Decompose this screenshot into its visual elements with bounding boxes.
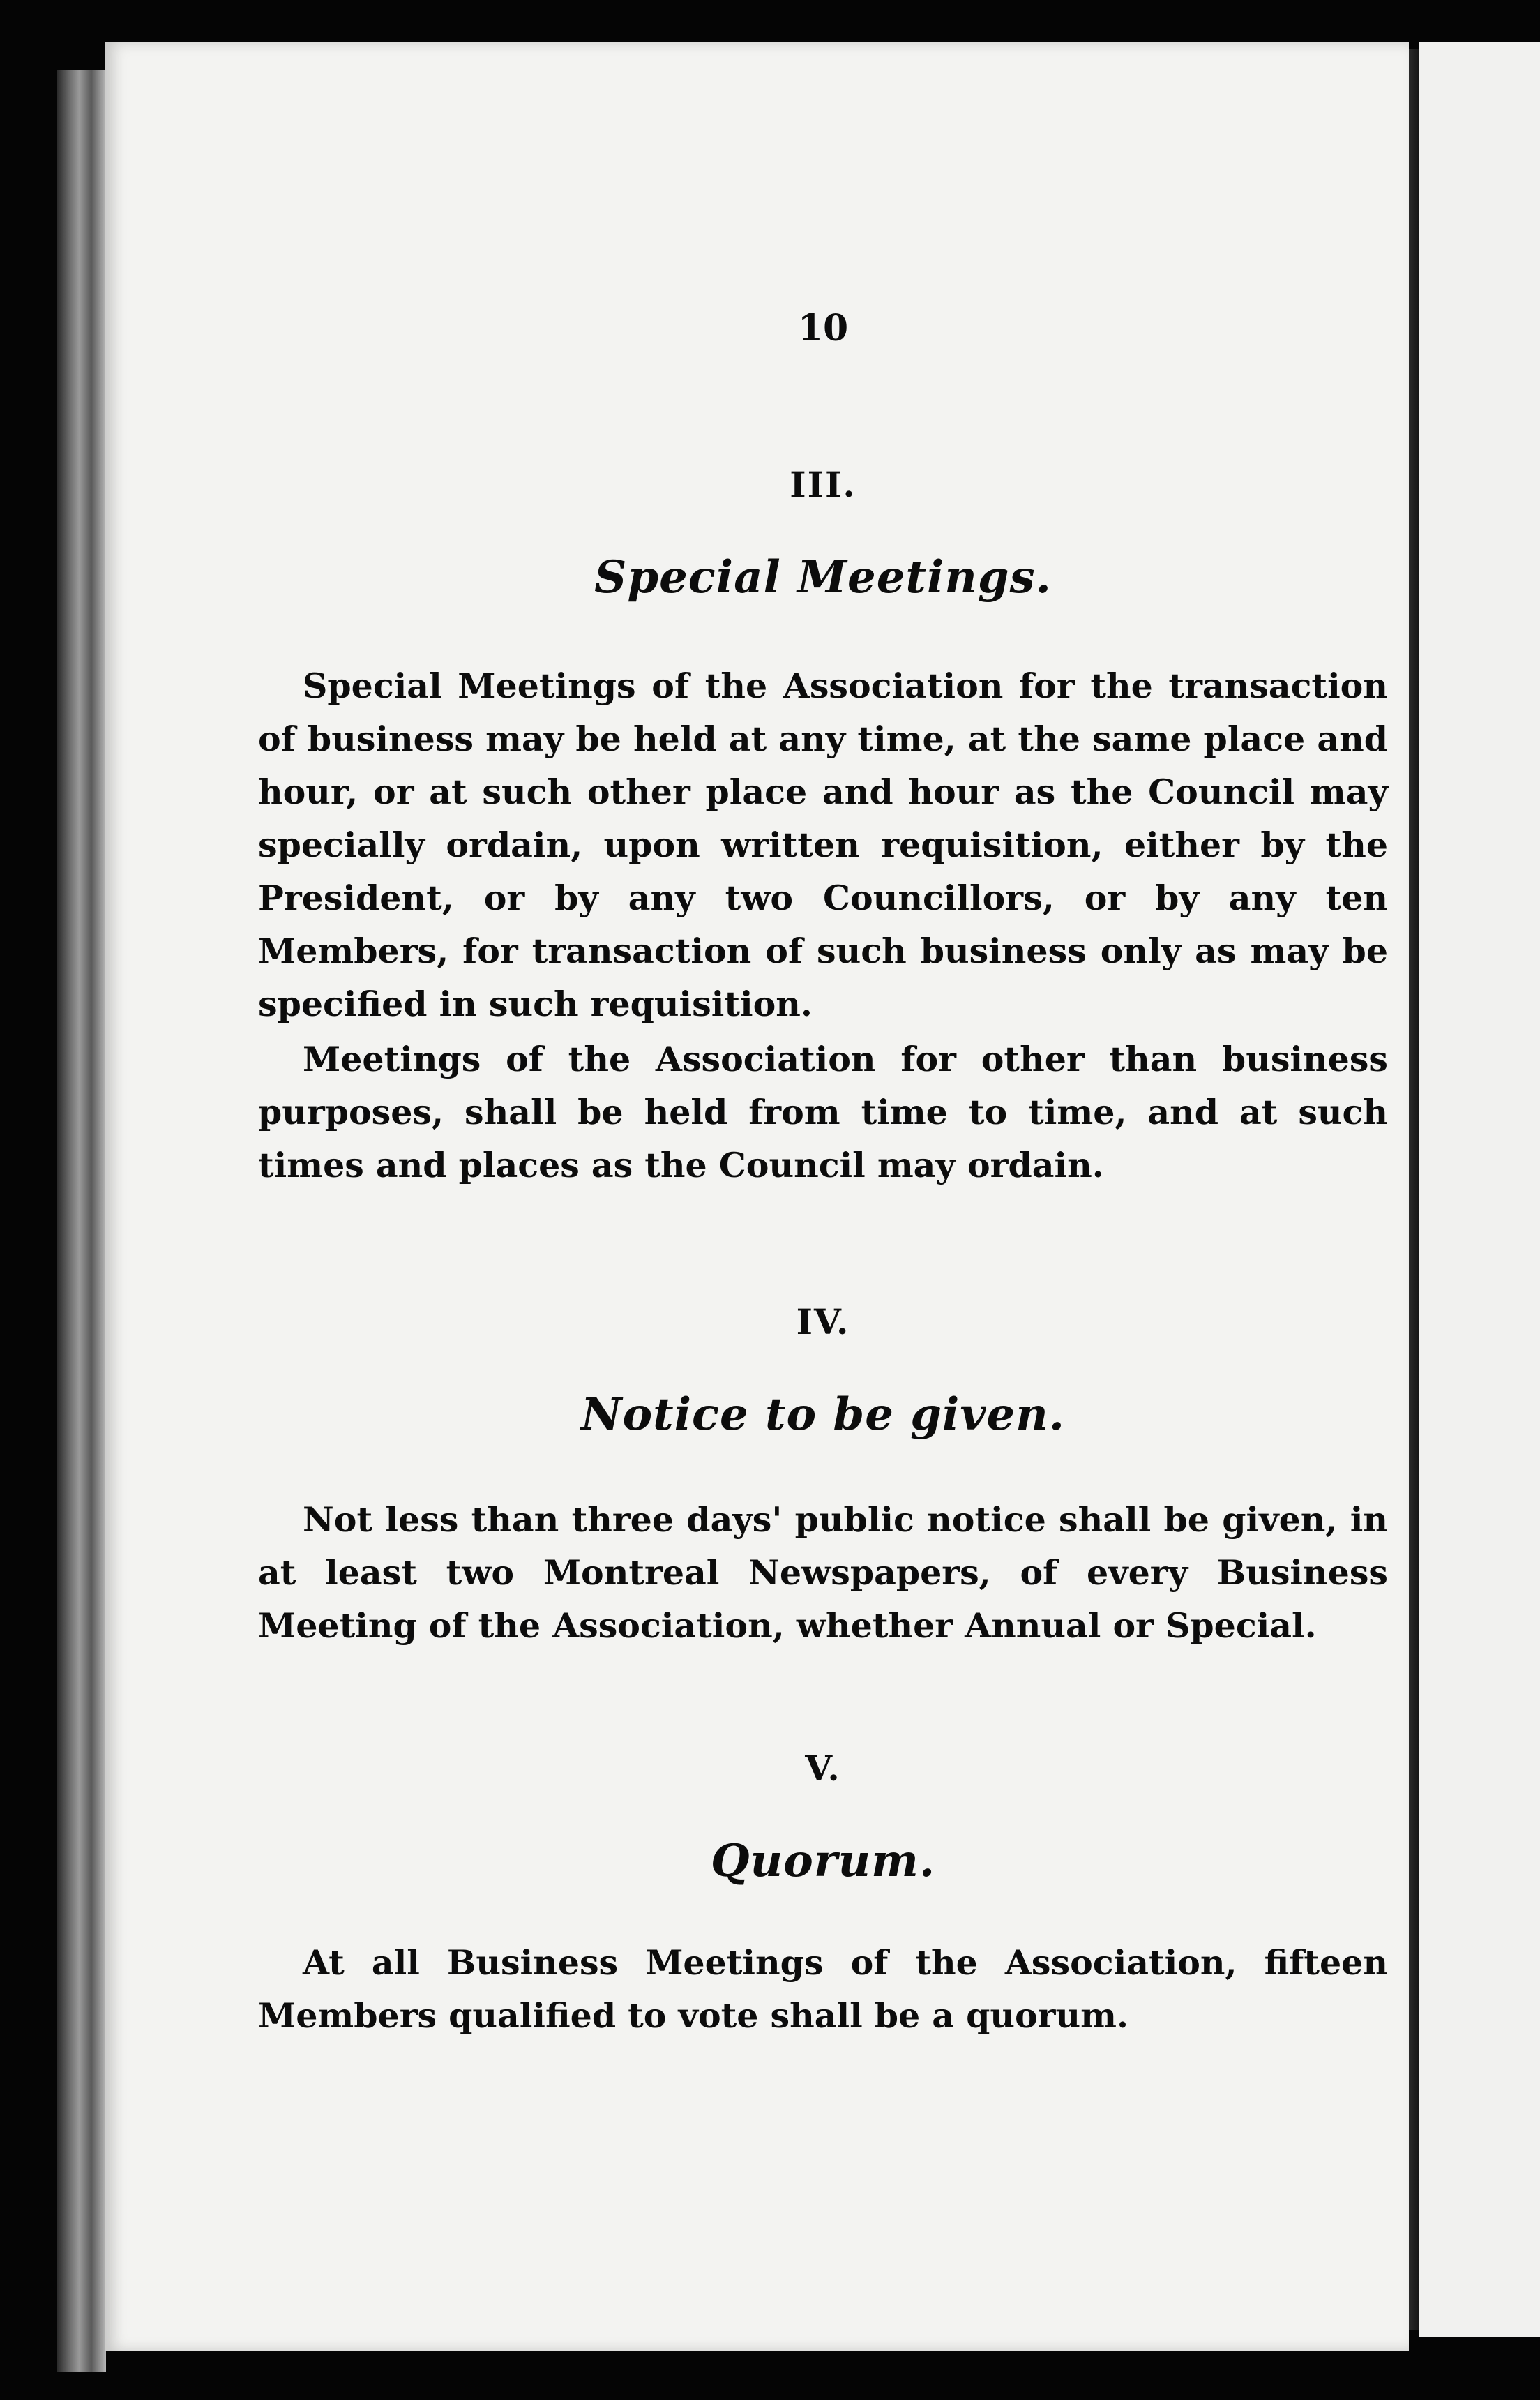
section-heading-special-meetings: Special Meetings. <box>594 551 1052 603</box>
paragraph-special-meetings-1: Special Meetings of the Association for the transaction of business may be held at any time, at the same place and hour, or at such other place and hour as the Council may specially ordain, upon written requisition, either by the President, or by any two Councillors, or by any ten Members, for transaction of such business only as may be specified in such requisition. <box>258 666 1388 1024</box>
section-heading-quorum: Quorum. <box>710 1835 936 1887</box>
paragraph-quorum: At all Business Meetings of the Association, fifteen Members qualified to vote shall be a quorum. <box>258 1942 1388 2036</box>
book-page <box>105 42 1409 2351</box>
page-number: 10 <box>797 307 849 350</box>
adjacent-page <box>1419 42 1540 2337</box>
section-numeral-v: V. <box>805 1748 841 1789</box>
section-heading-notice-to-be-given: Notice to be given. <box>580 1388 1066 1441</box>
binding-edge <box>57 70 106 2372</box>
paragraph-special-meetings-2: Meetings of the Association for other than business purposes, shall be held from time to time, and at such times and places as the Council may ordain. <box>258 1039 1388 1185</box>
section-numeral-iv: IV. <box>796 1301 850 1342</box>
paragraph-notice-to-be-given: Not less than three days' public notice shall be given, in at least two Montreal Newspapers, of every Business Meeting of the Association, whether Annual or Special. <box>258 1499 1388 1646</box>
section-numeral-iii: III. <box>790 464 856 505</box>
